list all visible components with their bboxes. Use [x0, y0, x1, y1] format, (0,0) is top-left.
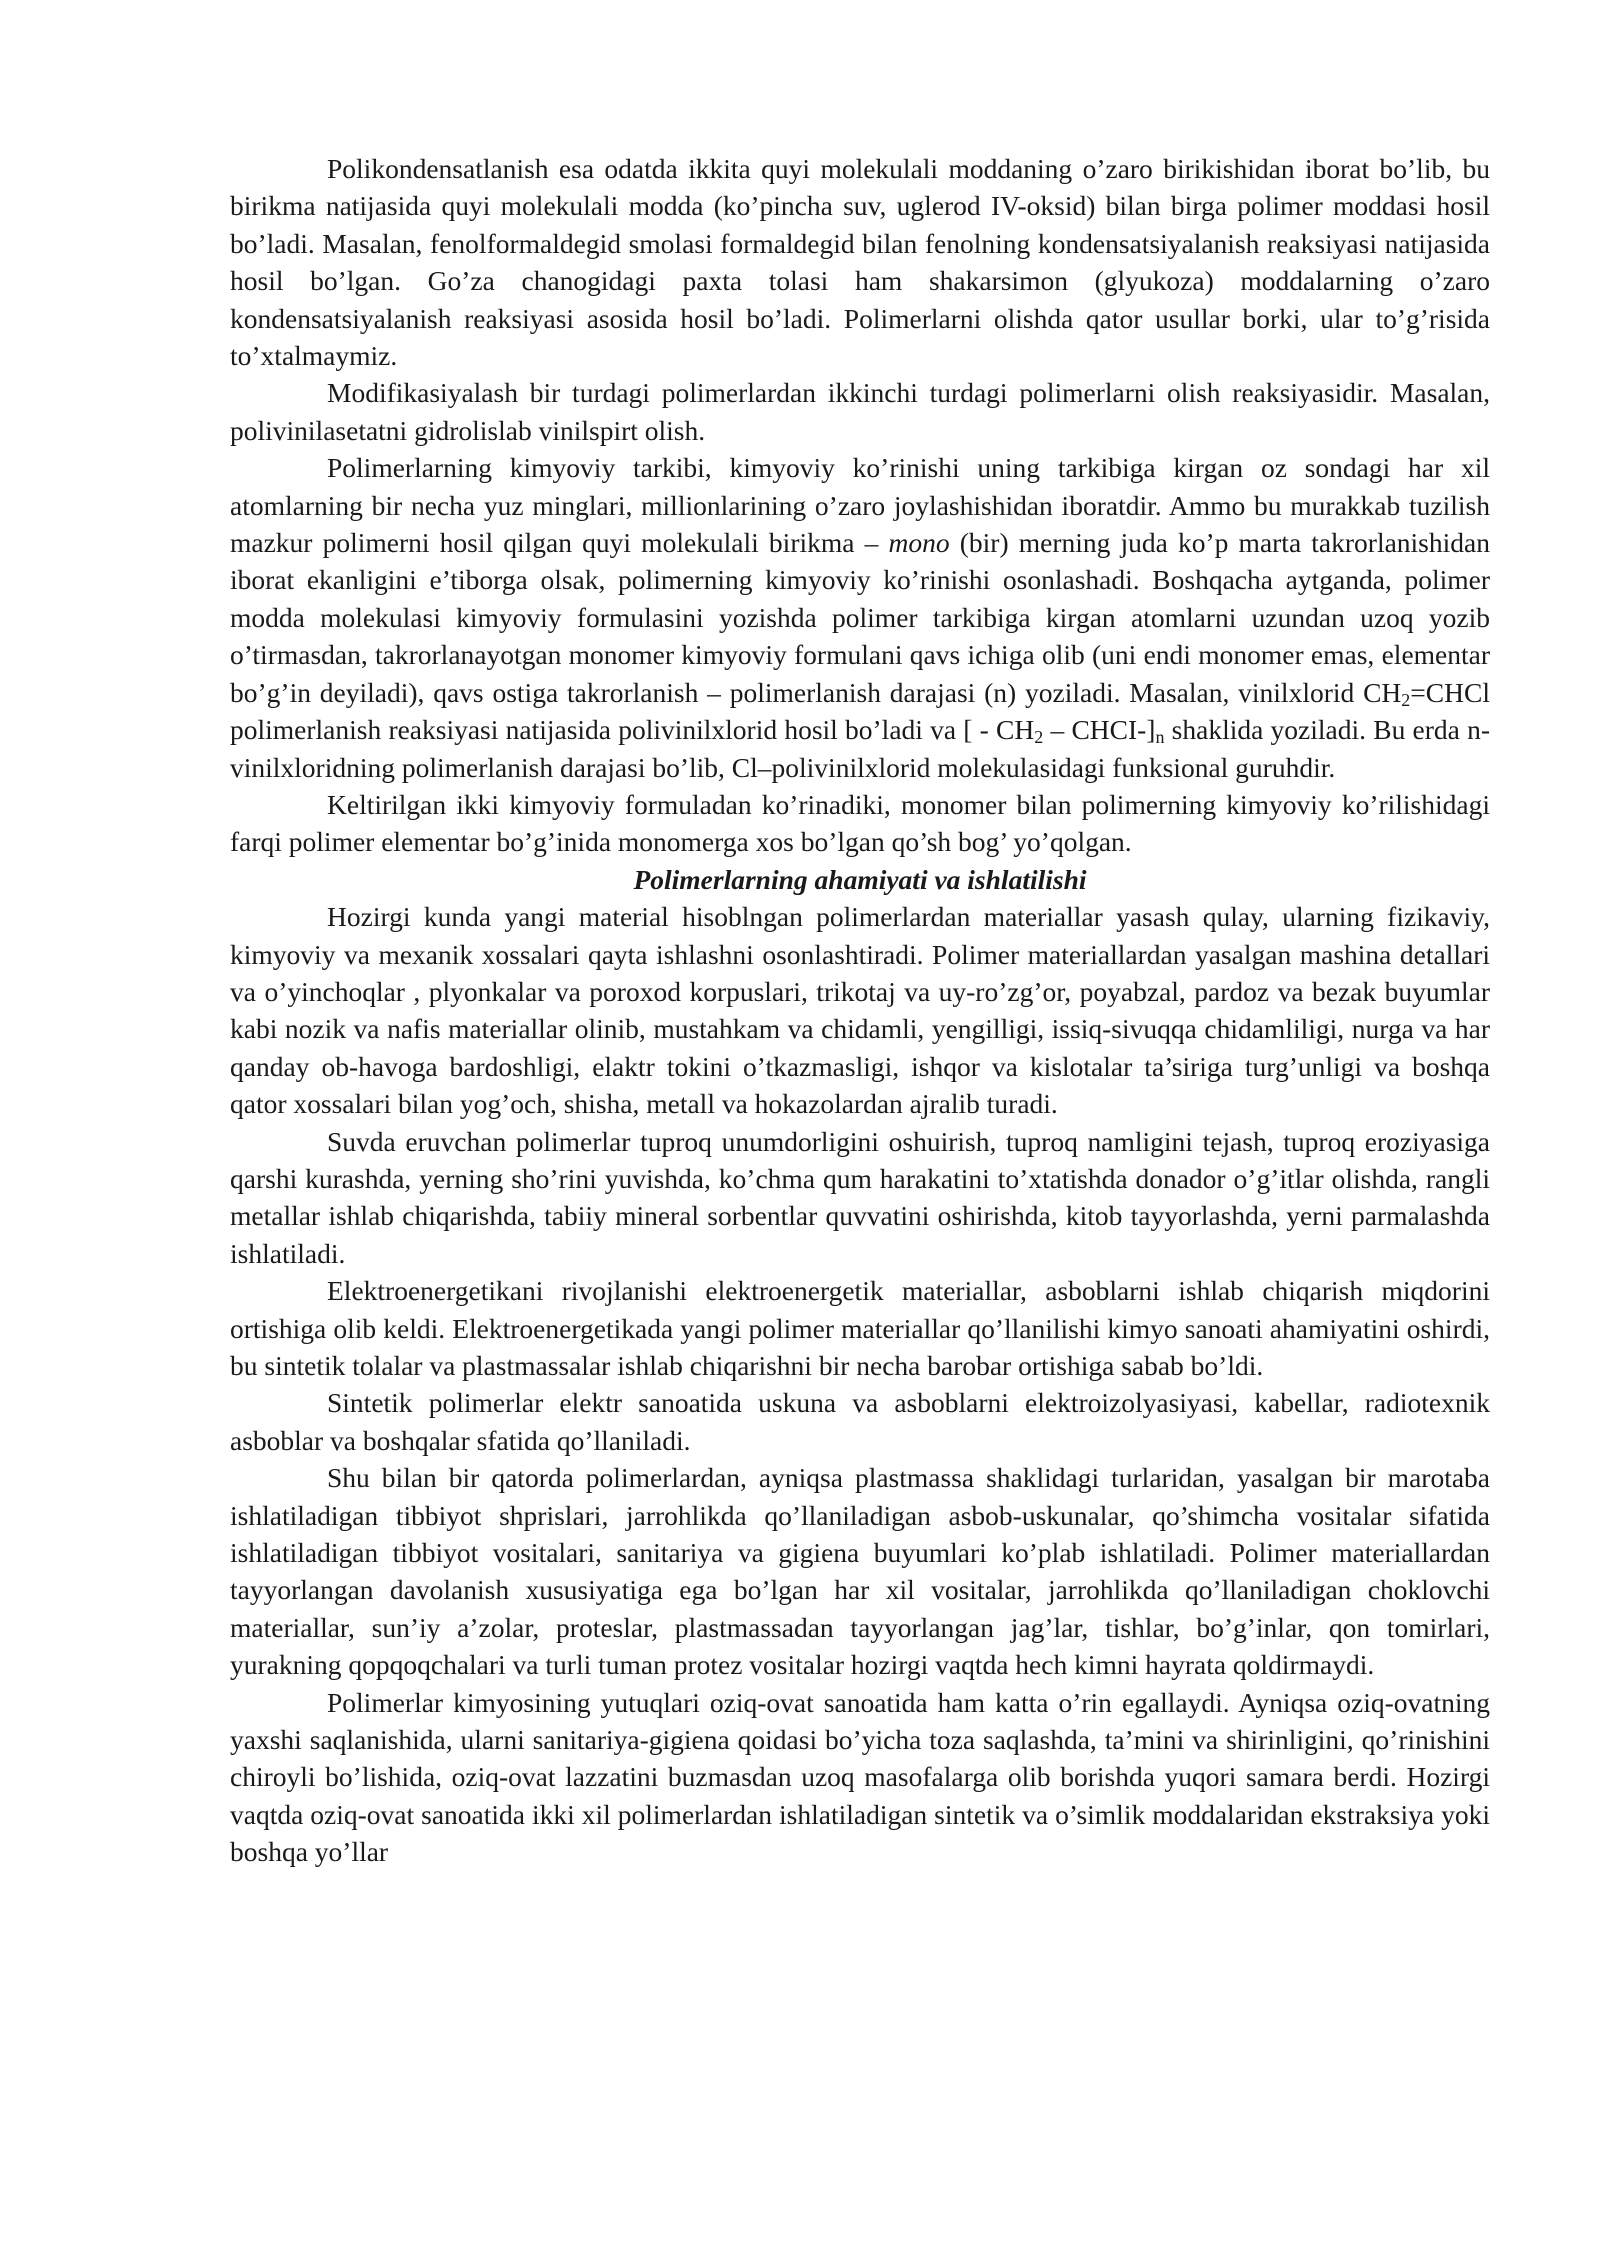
formula-text-5: shaklida yoziladi. Bu erda n-vinilxloridning polimerlanish darajasi bo’lib, Cl–polivinilxlorid molekulasidagi funksional guruhdir. [230, 714, 1490, 783]
section-heading: Polimerlarning ahamiyati va ishlatilishi [633, 863, 1087, 895]
paragraph-medical-uses: Shu bilan bir qatorda polimerlardan, ayniqsa plastmassa shaklidagi turlaridan, yasalgan bir marotaba ishlatiladigan tibbiyot shprislari, jarrohlikda qo’llaniladigan asbob-uskunalar, qo’shimcha vositalar sifatida ishlatiladigan tibbiyot vositalari, sanitariya va gigiena buyumlari ko’plab ishlatiladi. Polimer materiallardan tayyorlangan davolanish xususiyatiga ega bo’lgan har xil vositalar, jarrohlikda qo’llaniladigan choklovchi materiallar, sun’iy a’zolar, proteslar, plastmassadan tayyorlangan jag’lar, tishlar, bo’g’inlar, qon tomirlari, yurakning qopqoqchalari va turli tuman protez vositalar hozirgi vaqtda hech kimni hayrata qoldirmaydi. [230, 1462, 1490, 1681]
paragraph-synthetic-polymers-electric: Sintetik polimerlar elektr sanoatida uskuna va asboblarni elektroizolyasiyasi, kabellar, radiotexnik asboblar va boshqalar sfatida qo’llaniladi. [230, 1387, 1490, 1456]
subscript-n: n [1155, 727, 1165, 748]
paragraph-chemical-formula [230, 449, 1490, 786]
formula-text-1: Polimerlarning kimyoviy tarkibi, kimyoviy ko’rinishi uning tarkibiga kirgan oz sondagi har xil atomlarning bir necha yuz minglari, millionlarining o’zaro joylashishidan iboratdir. Ammo bu murakkab tuzilish mazkur polimerni hosil qilgan quyi molekulali birikma – [230, 452, 1490, 559]
formula-mono-italic: mono [888, 527, 950, 559]
paragraph-formula-comparison: Keltirilgan ikki kimyoviy formuladan ko’rinadiki, monomer bilan polimerning kimyoviy ko’rilishidagi farqi polimer elementar bo’g’inida monomerga xos bo’lgan qo’sh bog’ yo’qolgan. [230, 788, 1490, 858]
formula-text-3: =CHCl polimerlanish reaksiyasi natijasida polivinilxlorid hosil bo’ladi va [ - CH [230, 676, 1490, 746]
formula-text-4: – CHCI-] [1043, 714, 1156, 746]
document-page [230, 150, 1490, 1871]
paragraph-electroenergetics: Elektroenergetikani rivojlanishi elektroenergetik materiallar, asboblarni ishlab chiqarish miqdorini ortishiga olib keldi. Elektroenergetikada yangi polimer materiallar qo’llanilishi kimyo sanoati ahamiyatini oshirdi, bu sintetik tolalar va plastmassalar ishlab chiqarishni bir necha barobar ortishiga sabab bo’ldi. [230, 1275, 1490, 1381]
paragraph-food-industry: Polimerlar kimyosining yutuqlari oziq-ovat sanoatida ham katta o’rin egallaydi. Ayniqsa oziq-ovatning yaxshi saqlanishida, ularni sanitariya-gigiena qoidasi bo’yicha toza saqlashda, ta’mini va shirinligini, qo’rinishini chiroyli bo’lishida, oziq-ovat lazzatini buzmasdan uzoq masofalarga olib borishda yuqori samara berdi. Hozirgi vaqtda oziq-ovat sanoatida ikki xil polimerlardan ishlatiladigan sintetik va o’simlik moddalaridan ekstraksiya yoki boshqa yo’llar [230, 1686, 1490, 1868]
subscript-ch2-first: 2 [1401, 689, 1411, 710]
subscript-ch2-second: 2 [1034, 727, 1044, 748]
paragraph-water-soluble-polymers: Suvda eruvchan polimerlar tuproq unumdorligini oshuirish, tuproq namligini tejash, tuproq eroziyasiga qarshi kurashda, yerning sho’rini yuvishda, ko’chma qum harakatini to’xtatishda donador o’g’itlar olishda, rangli metallar ishlab chiqarishda, tabiiy mineral sorbentlar quvvatini oshirishda, kitob tayyorlashda, yerni parmalashda ishlatiladi. [230, 1125, 1490, 1269]
paragraph-material-properties: Hozirgi kunda yangi material hisoblngan polimerlardan materiallar yasash qulay, ularning fizikaviy, kimyoviy va mexanik xossalari qayta ishlashni osonlashtiradi. Polimer materiallardan yasalgan mashina detallari va o’yinchoqlar , plyonkalar va poroxod korpuslari, trikotaj va uy-ro’zg’or, poyabzal, pardoz va bezak buyumlar kabi nozik va nafis materiallar olinib, mustahkam va chidamli, yengilligi, issiq-sivuqqa chidamliligi, nurga va har qanday ob-havoga bardoshligi, elaktr tokini o’tkazmasligi, ishqor va kislotalar ta’siriga turg’unligi va boshqa qator xossalari bilan yog’och, shisha, metall va hokazolardan ajralib turadi. [230, 901, 1490, 1120]
paragraph-modification: Modifikasiyalash bir turdagi polimerlardan ikkinchi turdagi polimerlarni olish reaksiyasidir. Masalan, polivinilasetatni gidrolislab vinilspirt olish. [230, 377, 1490, 446]
formula-text-2: (bir) merning juda ko’p marta takrorlanishidan iborat ekanligini e’tiborga olsak, polimerning kimyoviy ko’rinishi osonlashadi. Boshqacha aytganda, polimer modda molekulasi kimyoviy formulasini yozishda polimer tarkibiga kirgan atomlarni uzundan uzoq yozib o’tirmasdan, takrorlanayotgan monomer kimyoviy formulani qavs ichiga olib (uni endi monomer emas, elementar bo’g’in deyiladi), qavs ostiga takrorlanish – polimerlanish darajasi (n) yoziladi. Masalan, vinilxlorid CH [230, 527, 1490, 708]
paragraph-polycondensation: Polikondensatlanish esa odatda ikkita quyi molekulali moddaning o’zaro birikishidan iborat bo’lib, bu birikma natijasida quyi molekulali modda (ko’pincha suv, uglerod IV-oksid) bilan birga polimer moddasi hosil bo’ladi. Masalan, fenolformaldegid smolasi formaldegid bilan fenolning kondensatsiyalanish reaksiyasi natijasida hosil bo’lgan. Go’za chanogidagi paxta tolasi ham shakarsimon (glyukoza) moddalarning o’zaro kondensatsiyalanish reaksiyasi asosida hosil bo’ladi. Polimerlarni olishda qator usullar borki, ular to’g’risida to’xtalmaymiz. [230, 153, 1490, 372]
